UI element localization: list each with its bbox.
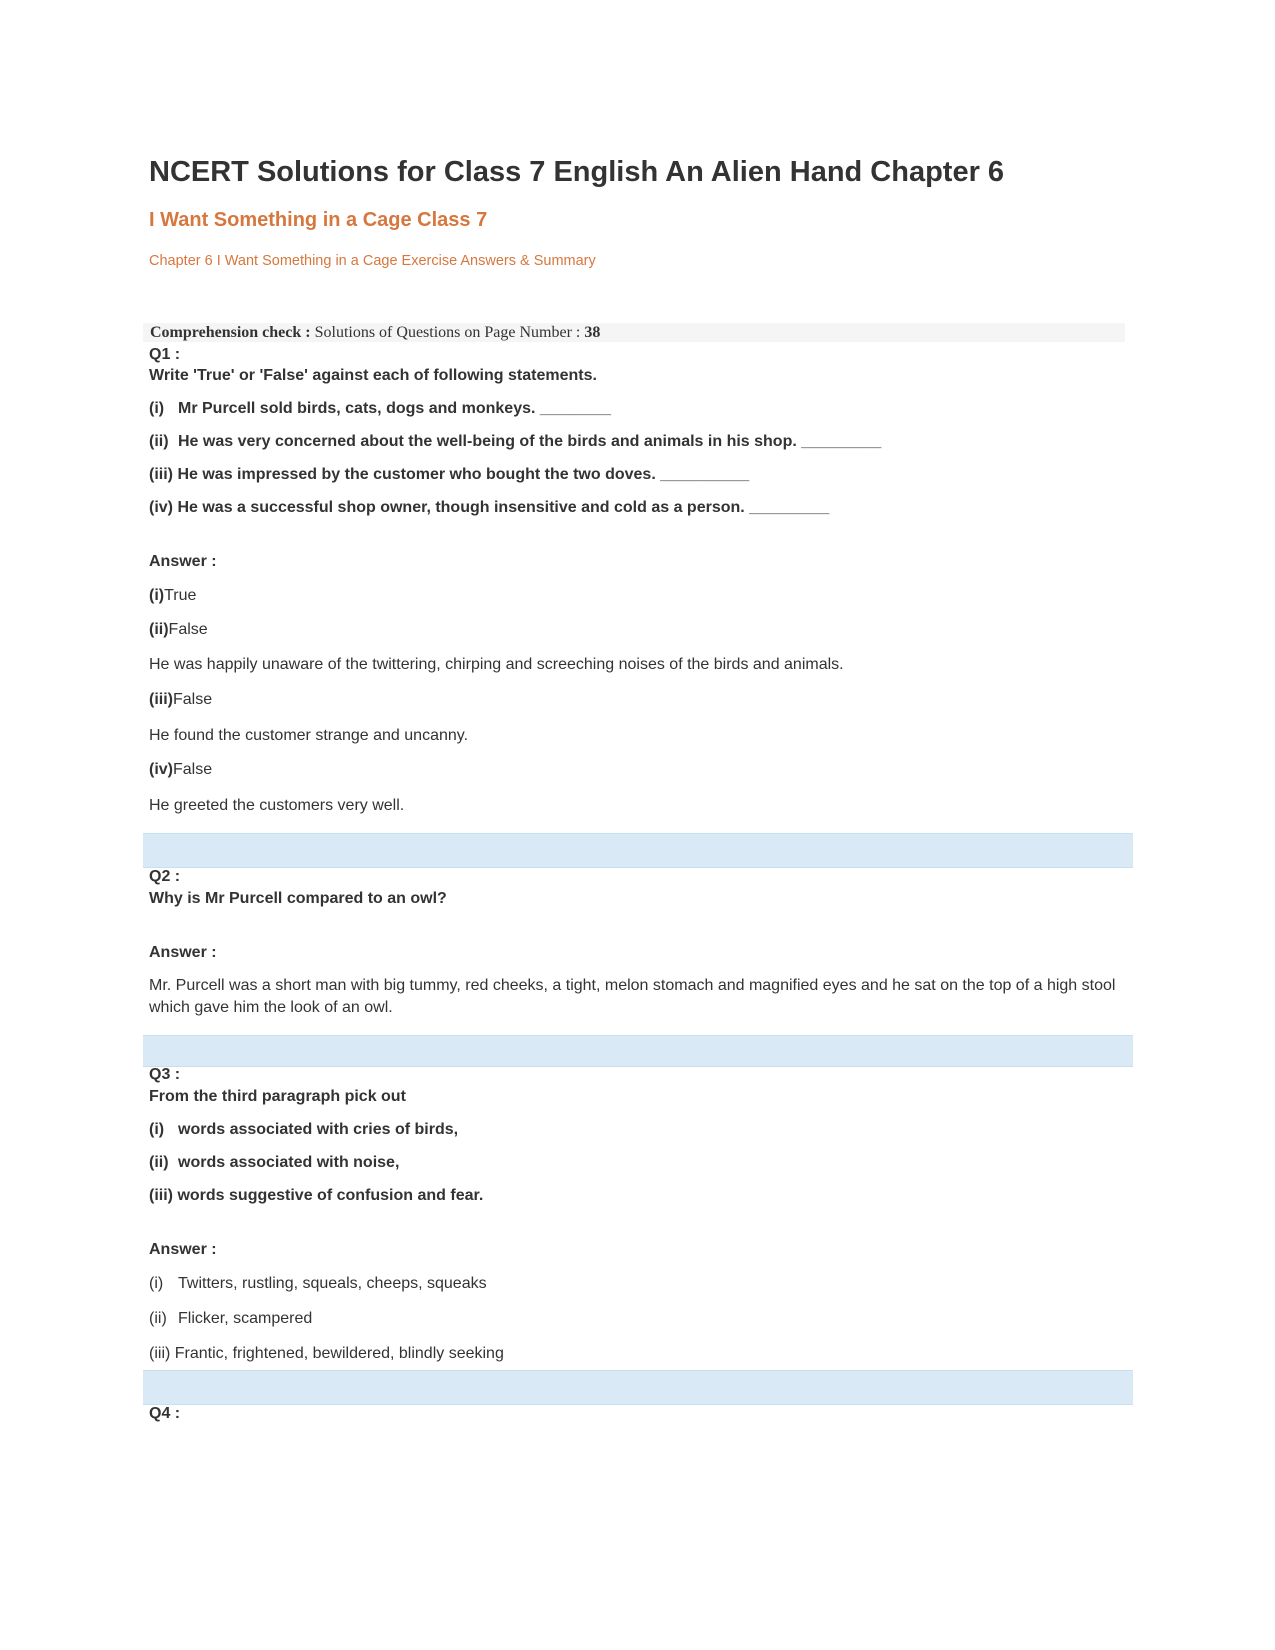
answer-explanation: He was happily unaware of the twittering, chirping and screeching noises of the birds and animals. (149, 656, 844, 673)
item-text: words associated with cries of birds, (178, 1121, 459, 1138)
answer-number: (iii) (149, 691, 173, 708)
item-text: words suggestive of confusion and fear. (177, 1187, 484, 1204)
answer-value: Twitters, rustling, squeals, cheeps, squeaks (178, 1275, 487, 1292)
comprehension-label: Comprehension check : (150, 324, 311, 341)
comprehension-page-number: 38 (584, 324, 601, 341)
question-separator (143, 1035, 1133, 1067)
question-separator (143, 1370, 1133, 1405)
question-item (149, 433, 881, 451)
question-item (149, 400, 611, 418)
question-prompt-q2: Why is Mr Purcell compared to an owl? (149, 890, 447, 907)
answer-item (149, 587, 196, 605)
answer-item (149, 761, 212, 779)
question-label-q4: Q4 : (149, 1405, 181, 1422)
answer-label-q1: Answer : (149, 553, 217, 570)
item-number: (iii) (149, 1187, 173, 1204)
answer-number: (ii) (149, 621, 169, 638)
item-number: (ii) (149, 1154, 169, 1171)
page-title: NCERT Solutions for Class 7 English An Alien Hand Chapter 6 (149, 156, 1005, 188)
answer-label-q3: Answer : (149, 1241, 217, 1258)
answer-number: (i) (149, 1275, 164, 1292)
item-number: (i) (149, 1121, 165, 1138)
answer-item (149, 1345, 504, 1363)
answer-item (149, 691, 212, 709)
answer-item (149, 1275, 487, 1293)
answer-explanation: He greeted the customers very well. (149, 797, 405, 814)
page-subtitle: I Want Something in a Cage Class 7 (149, 209, 488, 231)
answer-value: Frantic, frightened, bewildered, blindly seeking (174, 1345, 504, 1362)
question-item (149, 499, 829, 517)
question-separator (143, 833, 1133, 868)
item-number: (ii) (149, 433, 169, 450)
item-number: (iii) (149, 466, 173, 483)
answer-value: False (173, 691, 213, 708)
comprehension-text: Solutions of Questions on Page Number : (310, 324, 585, 341)
question-label-q2: Q2 : (149, 868, 181, 885)
answer-number: (i) (149, 587, 165, 604)
answer-number: (iii) (149, 1345, 171, 1362)
item-text: He was very concerned about the well-being of the birds and animals in his shop. _________ (178, 433, 882, 450)
answer-text-q2: Mr. Purcell was a short man with big tummy, red cheeks, a tight, melon stomach and magnified eyes and he sat on the top of a high stool which gave him the look of an owl. (149, 977, 1116, 1016)
item-text: He was impressed by the customer who bought the two doves. __________ (177, 466, 750, 483)
answer-label-q2: Answer : (149, 944, 217, 961)
answer-item (149, 621, 208, 639)
item-number: (iv) (149, 499, 173, 516)
question-item (149, 1187, 483, 1205)
answer-item (149, 1310, 312, 1328)
question-item (149, 1121, 458, 1139)
answer-value: True (164, 587, 197, 604)
answer-value: False (168, 621, 208, 638)
question-item (149, 466, 749, 484)
question-item (149, 1154, 399, 1172)
question-label-q3: Q3 : (149, 1066, 181, 1083)
item-text: words associated with noise, (178, 1154, 400, 1171)
comprehension-heading (150, 323, 600, 342)
answer-value: Flicker, scampered (178, 1310, 313, 1327)
answer-value: False (173, 761, 213, 778)
item-text: He was a successful shop owner, though insensitive and cold as a person. _________ (177, 499, 830, 516)
question-prompt-q1: Write 'True' or 'False' against each of following statements. (149, 367, 597, 384)
answer-number: (ii) (149, 1310, 167, 1327)
item-number: (i) (149, 400, 165, 417)
question-label-q1: Q1 : (149, 346, 181, 363)
chapter-description: Chapter 6 I Want Something in a Cage Exercise Answers & Summary (149, 253, 596, 269)
item-text: Mr Purcell sold birds, cats, dogs and monkeys. ________ (178, 400, 612, 417)
answer-number: (iv) (149, 761, 173, 778)
question-prompt-q3: From the third paragraph pick out (149, 1088, 406, 1105)
answer-explanation: He found the customer strange and uncanny. (149, 727, 469, 744)
